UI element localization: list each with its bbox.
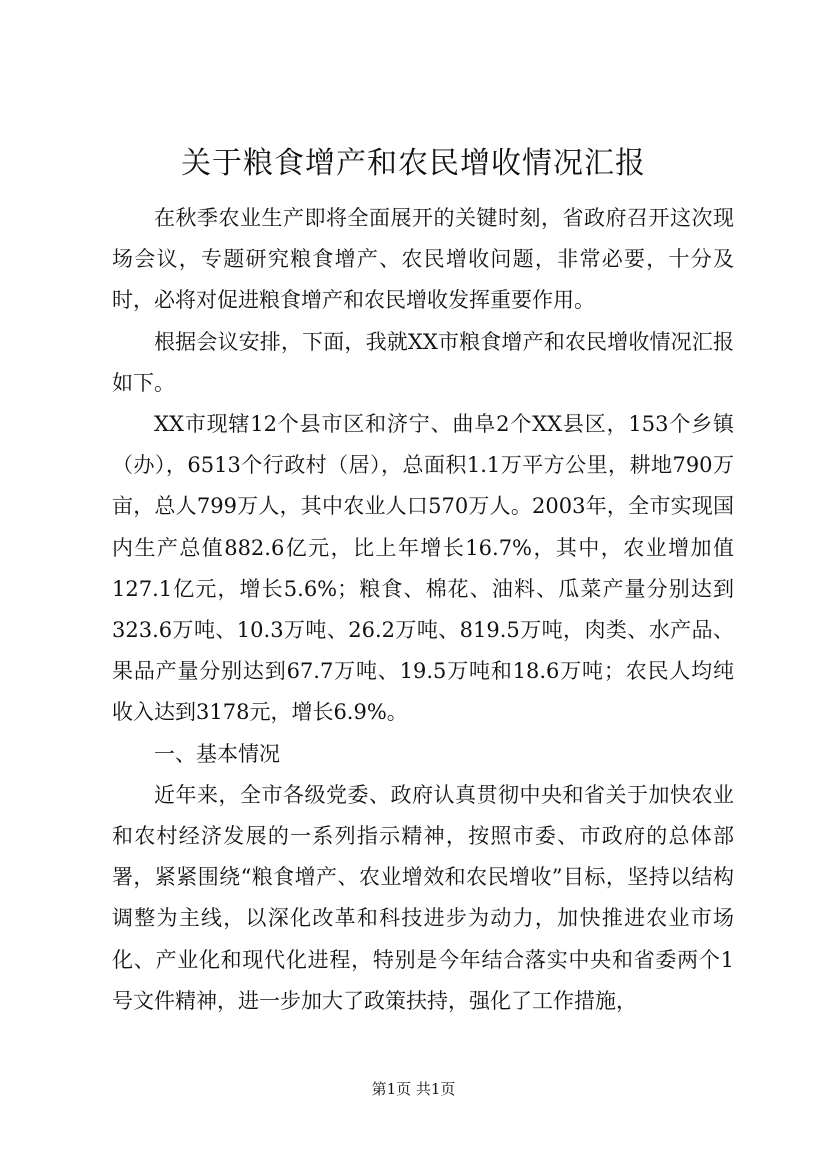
page-footer: 第1页 共1页 bbox=[371, 1080, 456, 1098]
document-body bbox=[112, 198, 734, 1022]
paragraph-arrangement: 根据会议安排，下面，我就XX市粮食增产和农民增收情况汇报如下。 bbox=[112, 329, 734, 395]
paragraph-recent-years: 近年来，全市各级党委、政府认真贯彻中央和省关于加快农业和农村经济发展的一系列指示精神，按照市委、市政府的总体部署，紧紧围绕“粮食增产、农业增效和农民增收”目标，坚持以结构调整为主线，以深化改革和科技进步为动力，加快推进农业市场化、产业化和现代化进程，特别是今年结合落实中央和省委两个1号文件精神，进一步加大了政策扶持，强化了工作措施， bbox=[112, 782, 734, 1013]
paragraph-city-overview: XX市现辖12个县市区和济宁、曲阜2个XX县区，153个乡镇（办），6513个行政村（居），总面积1.1万平方公里，耕地790万亩，总人799万人，其中农业人口570万人。2003年，全市实现国内生产总值882.6亿元，比上年增长16.7%，其中，农业增加值127.1亿元，增长5.6%；粮食、棉花、油料、瓜菜产量分别达到323.6万吨、10.3万吨、26.2万吨、819.5万吨，肉类、水产品、果品产量分别达到67.7万吨、19.5万吨和18.6万吨；农民人均纯收入达到3178元，增长6.9%。 bbox=[112, 412, 734, 725]
paragraph-intro: 在秋季农业生产即将全面展开的关键时刻，省政府召开这次现场会议，专题研究粮食增产、农民增收问题，非常必要，十分及时，必将对促进粮食增产和农民增收发挥重要作用。 bbox=[112, 206, 734, 313]
section-heading-basic-situation: 一、基本情况 bbox=[154, 741, 280, 766]
document-title: 关于粮食增产和农民增收情况汇报 bbox=[181, 146, 646, 181]
